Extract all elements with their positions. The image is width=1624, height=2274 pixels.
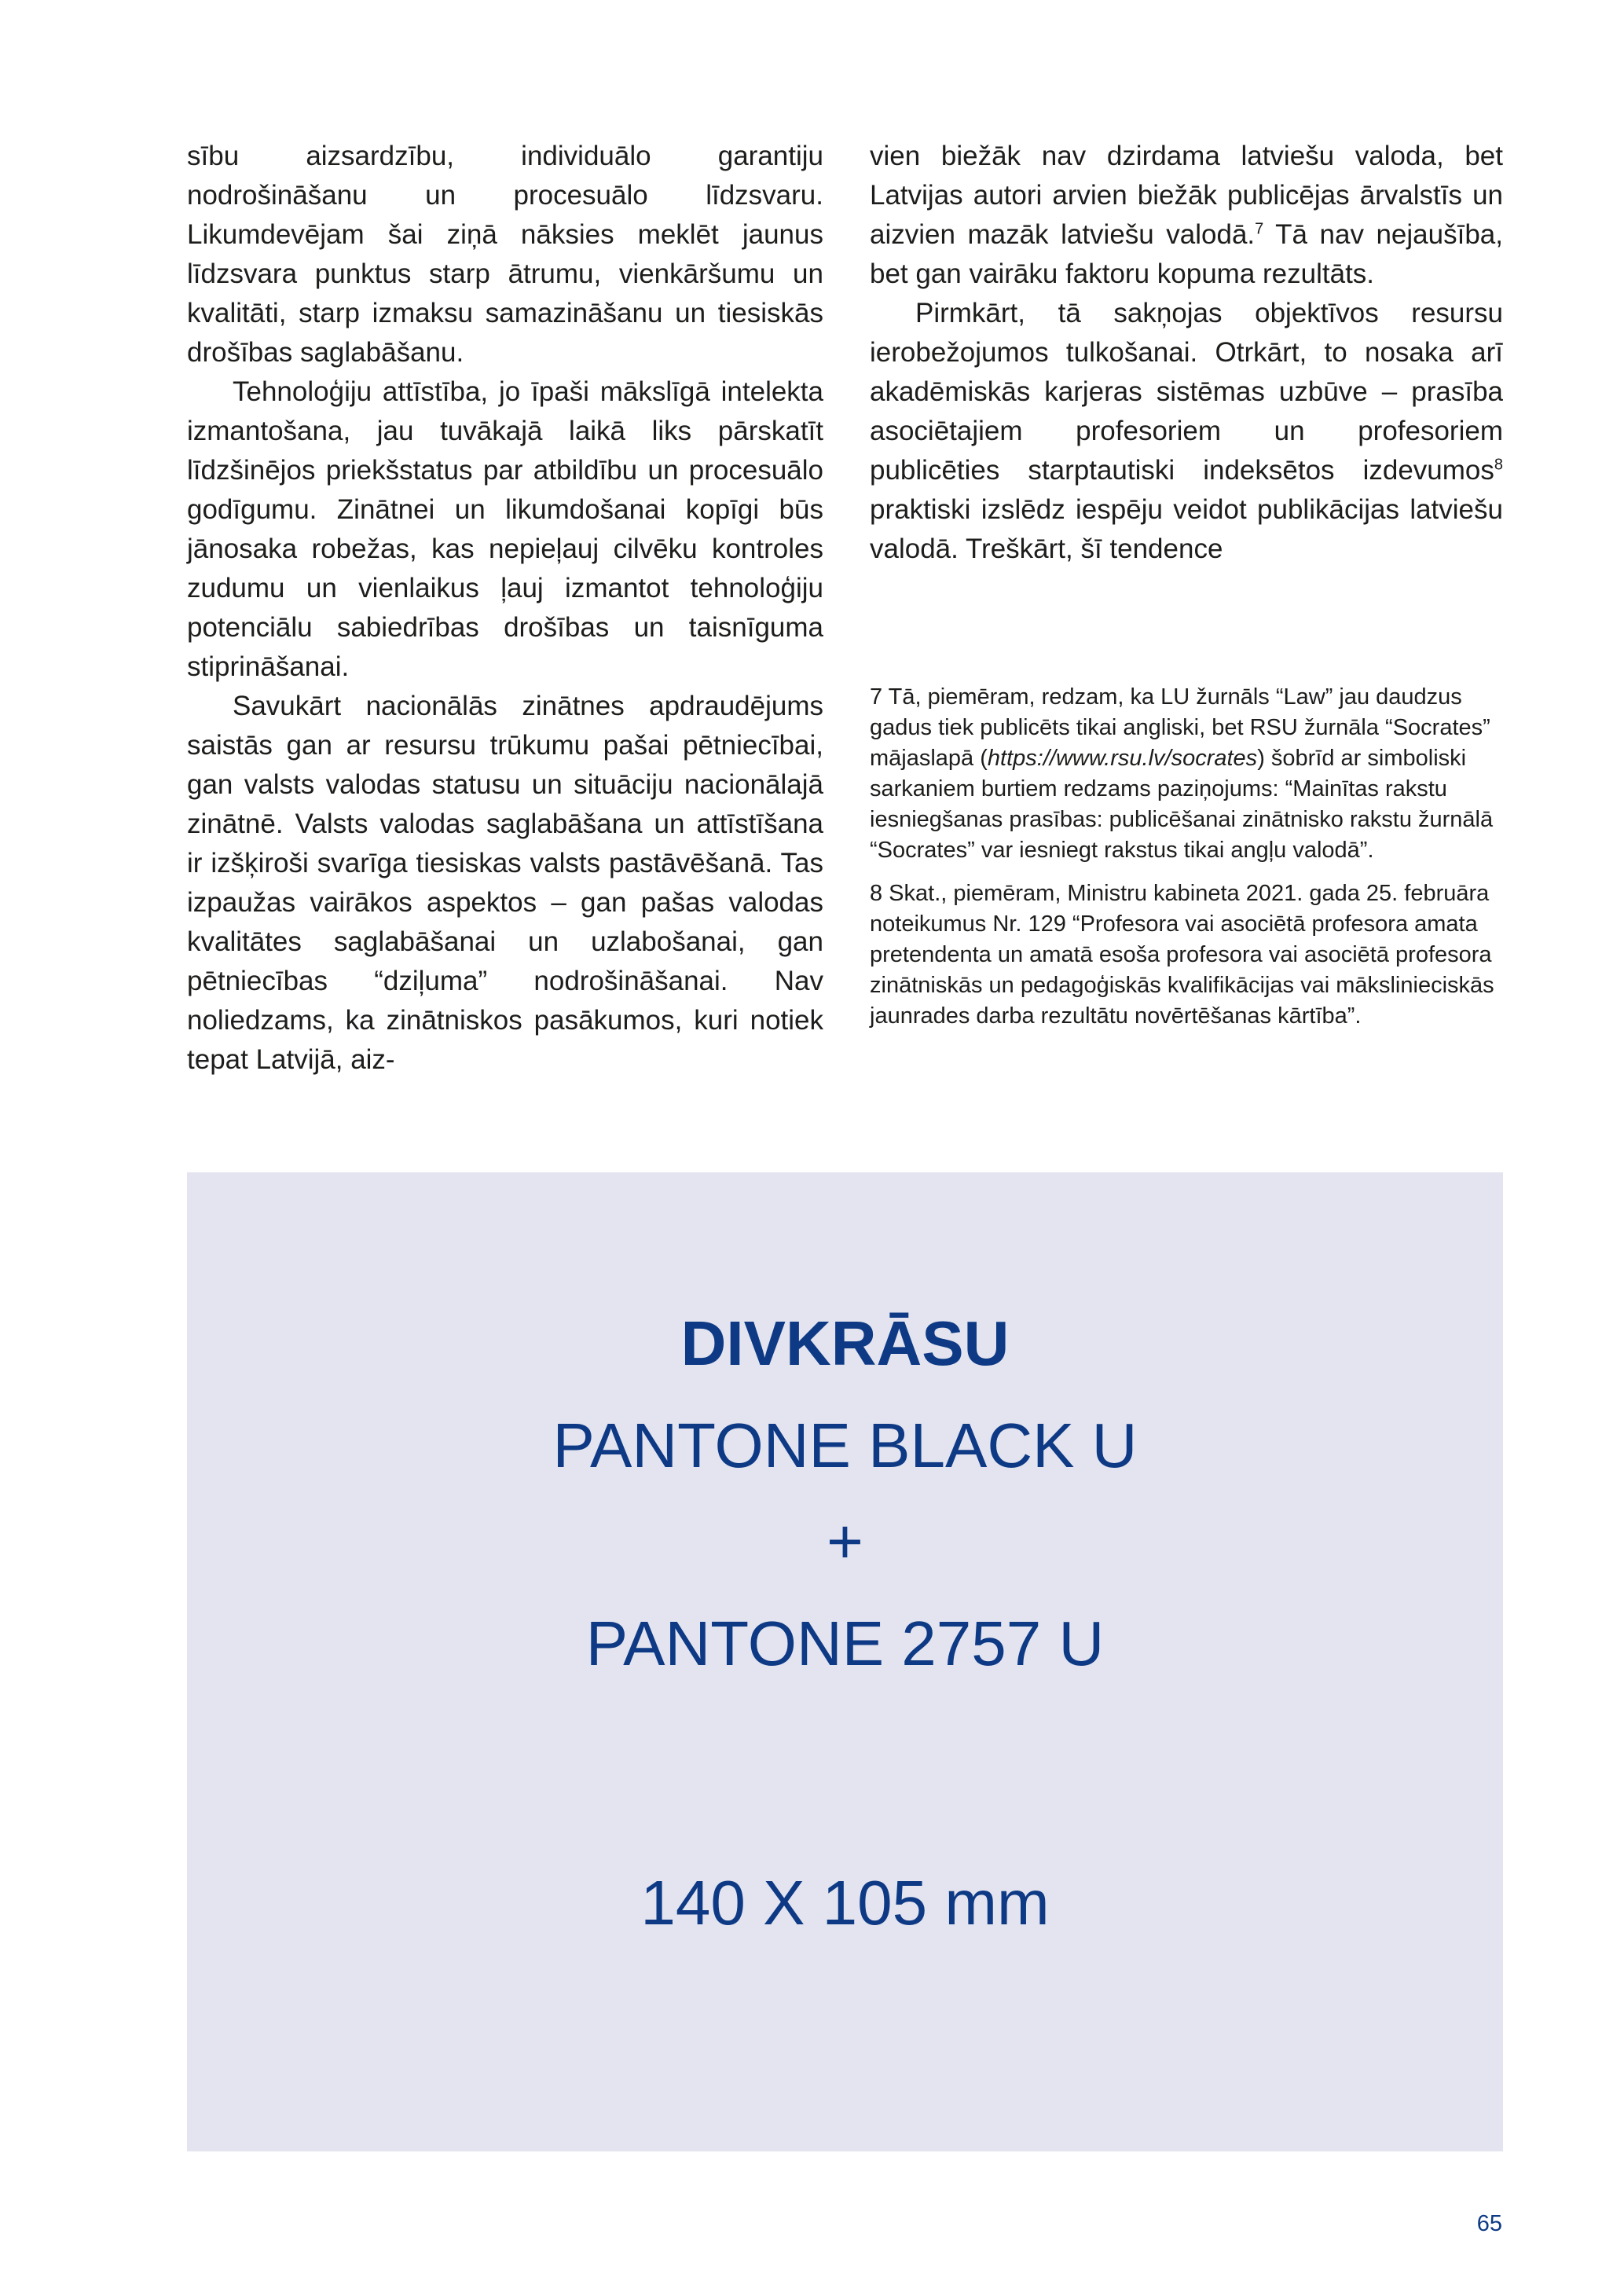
ad-title: DIVKRĀSU	[680, 1308, 1010, 1378]
footnote-8: 8 Skat., piemēram, Ministru kabineta 2021. gada 25. februāra noteikumus Nr. 129 “Profesora vai asociētā profesora amata pretendenta un amatā esoša profesora vai asociētā profesora zinātniskās un pedagoģiskās kvalifikācijas vai mākslinieciskās jaunrades darba rezultātu novērtēšanas kārtība”.	[870, 881, 1494, 1029]
paragraph-text: Tā nav nejaušība, bet gan vairāku faktoru kopuma rezultāts.	[870, 219, 1503, 289]
body-paragraph: Tehnoloģiju attīstība, jo īpaši mākslīgā intelekta izmantošana, jau tuvākajā laikā liks pārskatīt līdzšinējos priekšstatus par atbildību un procesuālo godīgumu. Zinātnei un likumdošanai kopīgi būs jānosaka robežas, kas nepieļauj cilvēku kontroles zudumu un vienlaikus ļauj izmantot tehnoloģiju potenciālu sabiedrības drošības un taisnīguma stiprināšanai.	[187, 376, 823, 682]
footnote-ref-7[interactable]: 7	[1255, 220, 1264, 238]
footnote-link[interactable]: https://www.rsu.lv/socrates	[987, 746, 1258, 771]
paragraph-text: vien biežāk nav dzirdama latviešu valoda, bet Latvijas autori arvien biežāk publicējas ārvalstīs un aizvien mazāk latviešu valodā.	[870, 141, 1503, 250]
footnote-text: 7 Tā, piemēram, redzam, ka LU žurnāls “Law” jau daudzus gadus tiek publicēts tikai angliski, bet RSU žurnāla “Socrates” mājaslapā (	[870, 684, 1490, 771]
ad-color-1: PANTONE BLACK U	[552, 1410, 1138, 1480]
paragraph-text: Pirmkārt, tā sakņojas objektīvos resursu ierobežojumos tulkošanai. Otrkārt, to nosaka arī akadēmiskās karjeras sistēmas uzbūve – prasība asociētajiem profesoriem un profesoriem publicēties starptautiski indeksētos izdevumos	[870, 298, 1503, 486]
footnotes	[870, 682, 1503, 1044]
footnote-7	[870, 682, 1503, 866]
left-text-column	[187, 137, 823, 1080]
ad-size: 140 X 105 mm	[640, 1868, 1050, 1938]
ad-color-2: PANTONE 2757 U	[585, 1608, 1105, 1678]
page-number: 65	[1476, 2211, 1502, 2236]
body-paragraph	[870, 137, 1503, 294]
body-paragraph: Savukārt nacionālās zinātnes apdraudējums saistās gan ar resursu trūkumu pašai pētniecībai, gan valsts valodas statusu un situāciju nacionālajā zinātnē. Valsts valodas saglabāšana un attīstīšana ir izšķiroši svarīga tiesiskas valsts pastāvēšanā. Tas izpaužas vairākos aspektos – gan pašas valodas kvalitātes saglabāšanai un uzlabošanai, gan pētniecības “dziļuma” nodrošināšanai. Nav noliedzams, ka zinātniskos pasākumos, kuri notiek tepat Latvijā, aiz-	[187, 691, 823, 1075]
ad-plus: +	[827, 1506, 863, 1576]
ad-placeholder	[187, 1172, 1503, 2151]
paragraph-text: praktiski izslēdz iespēju veidot publikācijas latviešu valodā. Treškārt, šī tendence	[870, 494, 1503, 564]
footnote-text: ) šobrīd ar simboliski sarkaniem burtiem redzams paziņojums: “Mainītas rakstu iesniegšanas prasības: publicēšanai zinātnisko rakstu žurnālā “Socrates” var iesniegt rakstus tikai angļu valodā”.	[870, 746, 1494, 863]
right-text-column	[870, 137, 1503, 569]
body-paragraph	[870, 294, 1503, 569]
footnote-ref-8[interactable]: 8	[1494, 456, 1503, 474]
body-paragraph: sību aizsardzību, individuālo garantiju nodrošināšanu un procesuālo līdzsvaru. Likumdevējam šai ziņā nāksies meklēt jaunus līdzsvara punktus starp ātrumu, vienkāršumu un kvalitāti, starp izmaksu samazināšanu un tiesiskās drošības saglabāšanu.	[187, 141, 823, 368]
